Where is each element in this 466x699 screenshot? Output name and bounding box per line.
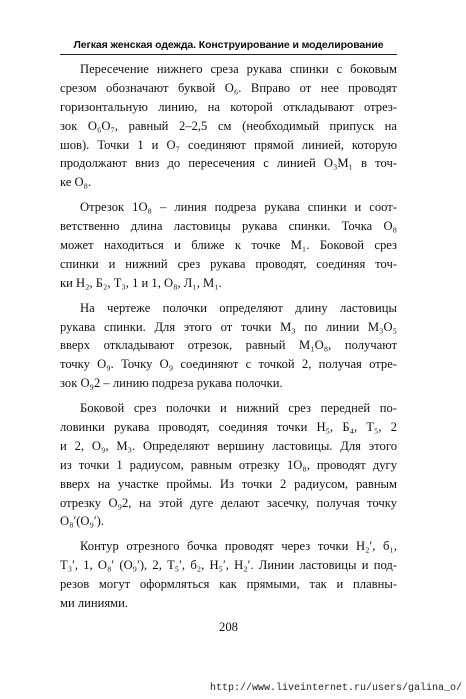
text-line: может находиться и ближе к точке М₁. Боковой срез [60,238,397,253]
paragraph-4 [60,399,397,531]
body-text [60,60,397,619]
text-line: из точки 1 радиусом, равным отрезку 1О₈, проводят дугу [60,457,397,472]
paragraph-2 [60,198,397,292]
text-line: и 2, О₉, М₃. Определяют вершину ластовицы. Для этого [60,438,397,453]
text-line: точку О₉. Точку О₉ соединяют с точкой 2, получая отре- [60,357,397,372]
header-divider [60,54,397,55]
text-line: горизонтальную линию, на которой откладывают отрез- [60,99,397,114]
text-line: резов могут оформляться как прямыми, так и плавны- [60,577,397,592]
paragraph-3 [60,299,397,393]
text-line: Т₃′, 1, О₈′ (О₉′), 2, Т₅′, б₂, Н₅′, Н₂′. Линии ластовицы и под- [60,558,397,573]
paragraph-5 [60,537,397,613]
text-line: О₈′(О₉′). [60,514,105,529]
paragraph-1 [60,60,397,192]
text-line: шов). Точки 1 и О₇ соединяют прямой линией, которую [60,137,397,152]
running-title: Легкая женская одежда. Конструирование и моделирование [73,39,384,51]
text-line: срезом обозначают буквой О₆. Вправо от нее проводят [60,80,397,95]
text-line: На чертеже полочки определяют длину ластовицы [80,300,397,315]
text-line: продолжают вниз до пересечения с линией О₃М₁ в точ- [60,156,397,171]
text-line: спинки и нижний срез рукава проводят, соединяя точ- [60,256,397,271]
text-line: ке О₈. [60,175,92,190]
text-line: рукава спинки. Для этого от точки М₃ по линии М₃О₅ [60,319,397,334]
text-line: вверх откладывают отрезок, равный М₁О₈, получают [60,338,397,353]
text-line: зок О₆О₇, равный 2–2,5 см (необходимый припуск на [60,118,397,133]
text-line: ки Н₂, Б₂, Т₃, 1 и 1, О₈, Л₁, М₁. [60,275,222,290]
text-line: зок О₉2 – линию подреза рукава полочки. [60,376,283,391]
text-line: отрезку О₉2, на этой дуге делают засечку, получая точку [60,495,397,510]
text-line: вверх на участке проймы. Из точки 2 радиусом, равным [60,476,397,491]
text-line: Пересечение нижнего среза рукава спинки с боковым [80,62,397,76]
page-number: 208 [219,620,238,634]
source-watermark: http://www.liveinternet.ru/users/galina_o/ [209,683,462,694]
text-line: Боковой срез полочки и нижний срез передней по- [80,401,397,416]
text-line: ми линиями. [60,596,129,611]
text-line: Отрезок 1О₈ – линия подреза рукава спинки и соот- [80,200,397,215]
text-line: ветственно длина ластовицы рукава спинки. Точка О₈ [60,219,397,234]
text-line: Контур отрезного бочка проводят через точки Н₂′, б₁, [80,539,397,554]
text-line: ловинки рукава проводят, соединяя точки Н₅, Б₄, Т₅, 2 [60,420,397,435]
